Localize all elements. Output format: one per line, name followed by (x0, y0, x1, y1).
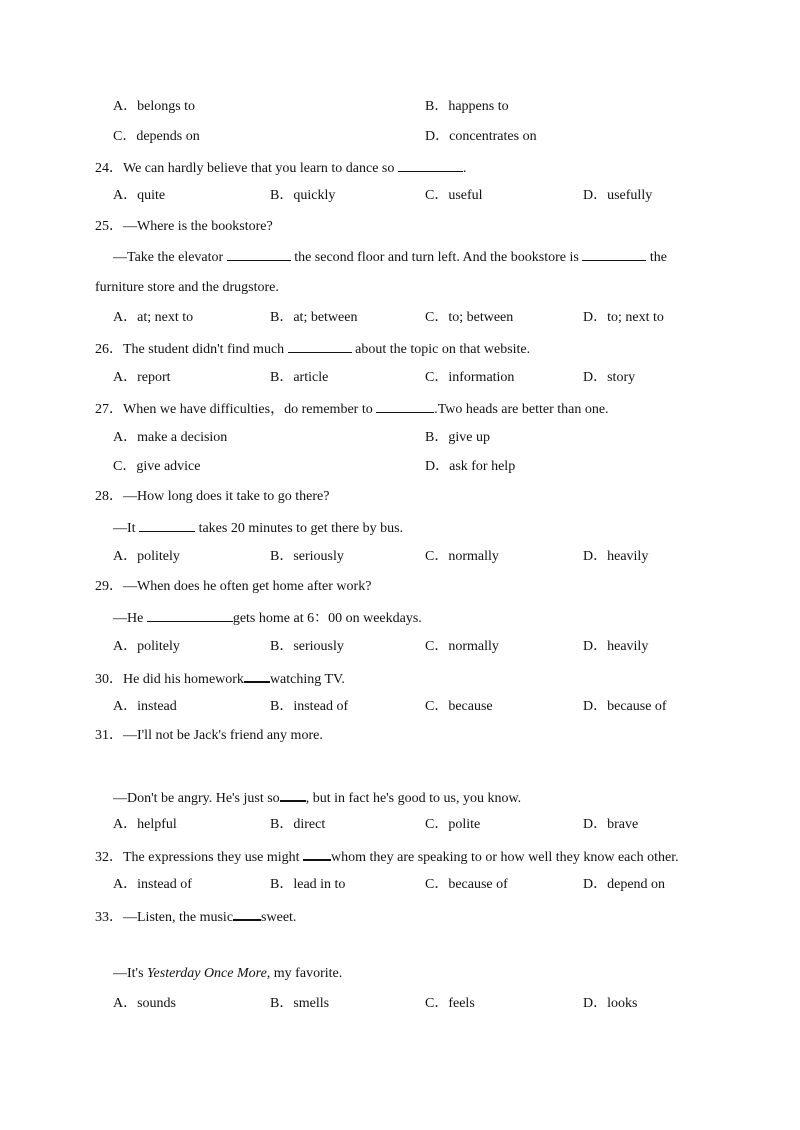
q25-option-a: A．at; next to (113, 310, 194, 325)
song-title: Yesterday Once More (147, 966, 267, 981)
q33-stem: 33．—Listen, the music sweet. (95, 906, 296, 927)
q26-option-c: C．information (425, 370, 515, 385)
q28-option-a: A．politely (113, 549, 180, 564)
q29-option-d: D．heavily (583, 639, 649, 654)
q29-option-b: B．seriously (270, 639, 344, 654)
answer-blank (139, 518, 195, 532)
q28-option-d: D．heavily (583, 549, 649, 564)
q25-option-b: B．at; between (270, 310, 358, 325)
q24-option-b: B．quickly (270, 188, 336, 203)
q28-stem: 28．—How long does it take to go there? (95, 489, 330, 504)
q26-option-a: A．report (113, 370, 171, 385)
q29-stem: 29．—When does he often get home after work? (95, 579, 372, 594)
q33-option-b: B．smells (270, 996, 330, 1011)
q27-option-c: C．give advice (113, 459, 201, 474)
q30-option-a: A．instead (113, 699, 177, 714)
q23-option-c: C．depends on (113, 129, 200, 144)
q26-option-d: D．story (583, 370, 636, 385)
q24-option-c: C．useful (425, 188, 483, 203)
answer-blank (288, 339, 352, 353)
q24-option-a: A．quite (113, 188, 166, 203)
answer-blank (244, 668, 270, 683)
answer-blank (227, 247, 291, 261)
answer-blank (233, 906, 261, 921)
q28-option-c: C．normally (425, 549, 499, 564)
q25-option-d: D．to; next to (583, 310, 664, 325)
q23-option-d: D．concentrates on (425, 129, 537, 144)
q28-dialogue: —It takes 20 minutes to get there by bus. (113, 518, 403, 538)
answer-blank (303, 846, 331, 861)
q30-stem: 30．He did his homework watching TV. (95, 668, 345, 689)
q30-option-b: B．instead of (270, 699, 349, 714)
q26-option-b: B．article (270, 370, 329, 385)
q31-option-a: A．helpful (113, 817, 177, 832)
q30-option-d: D．because of (583, 699, 667, 714)
answer-blank (582, 247, 646, 261)
q26-stem: 26．The student didn't find much about the topic on that website. (95, 339, 530, 359)
answer-blank (376, 399, 434, 413)
q32-option-b: B．lead in to (270, 877, 346, 892)
q32-option-a: A．instead of (113, 877, 192, 892)
q32-stem: 32．The expressions they use might whom they are speaking to or how well they know each other. (95, 846, 679, 867)
q32-option-c: C．because of (425, 877, 508, 892)
q31-stem: 31．—I'll not be Jack's friend any more. (95, 728, 323, 743)
answer-blank (398, 158, 463, 172)
q31-option-d: D．brave (583, 817, 639, 832)
q33-dialogue: —It's Yesterday Once More, my favorite. (113, 966, 343, 981)
answer-blank (280, 787, 306, 802)
q32-option-d: D．depend on (583, 877, 666, 892)
q25-option-c: C．to; between (425, 310, 514, 325)
q27-option-b: B．give up (425, 430, 490, 445)
q25-stem: 25．—Where is the bookstore? (95, 219, 273, 234)
q30-option-c: C．because (425, 699, 493, 714)
q31-option-b: B．direct (270, 817, 326, 832)
q28-option-b: B．seriously (270, 549, 344, 564)
answer-blank (147, 608, 233, 622)
q27-stem: 27．When we have difficulties，do remember to .Two heads are better than one. (95, 399, 609, 419)
q25-dialogue-cont: furniture store and the drugstore. (95, 280, 279, 295)
q27-option-a: A．make a decision (113, 430, 228, 445)
q29-option-c: C．normally (425, 639, 499, 654)
q31-dialogue: —Don't be angry. He's just so , but in fact he's good to us, you know. (113, 787, 521, 808)
q33-option-d: D．looks (583, 996, 638, 1011)
q31-option-c: C．polite (425, 817, 481, 832)
q24-option-d: D．usefully (583, 188, 653, 203)
q29-dialogue: —He gets home at 6：00 on weekdays. (113, 608, 422, 628)
q33-option-a: A．sounds (113, 996, 177, 1011)
q25-dialogue: —Take the elevator the second floor and turn left. And the bookstore is the (113, 247, 667, 267)
q23-option-a: A．belongs to (113, 99, 196, 114)
q33-option-c: C．feels (425, 996, 475, 1011)
q23-option-b: B．happens to (425, 99, 509, 114)
q27-option-d: D．ask for help (425, 459, 516, 474)
q29-option-a: A．politely (113, 639, 180, 654)
q24-stem: 24．We can hardly believe that you learn to dance so . (95, 158, 466, 178)
